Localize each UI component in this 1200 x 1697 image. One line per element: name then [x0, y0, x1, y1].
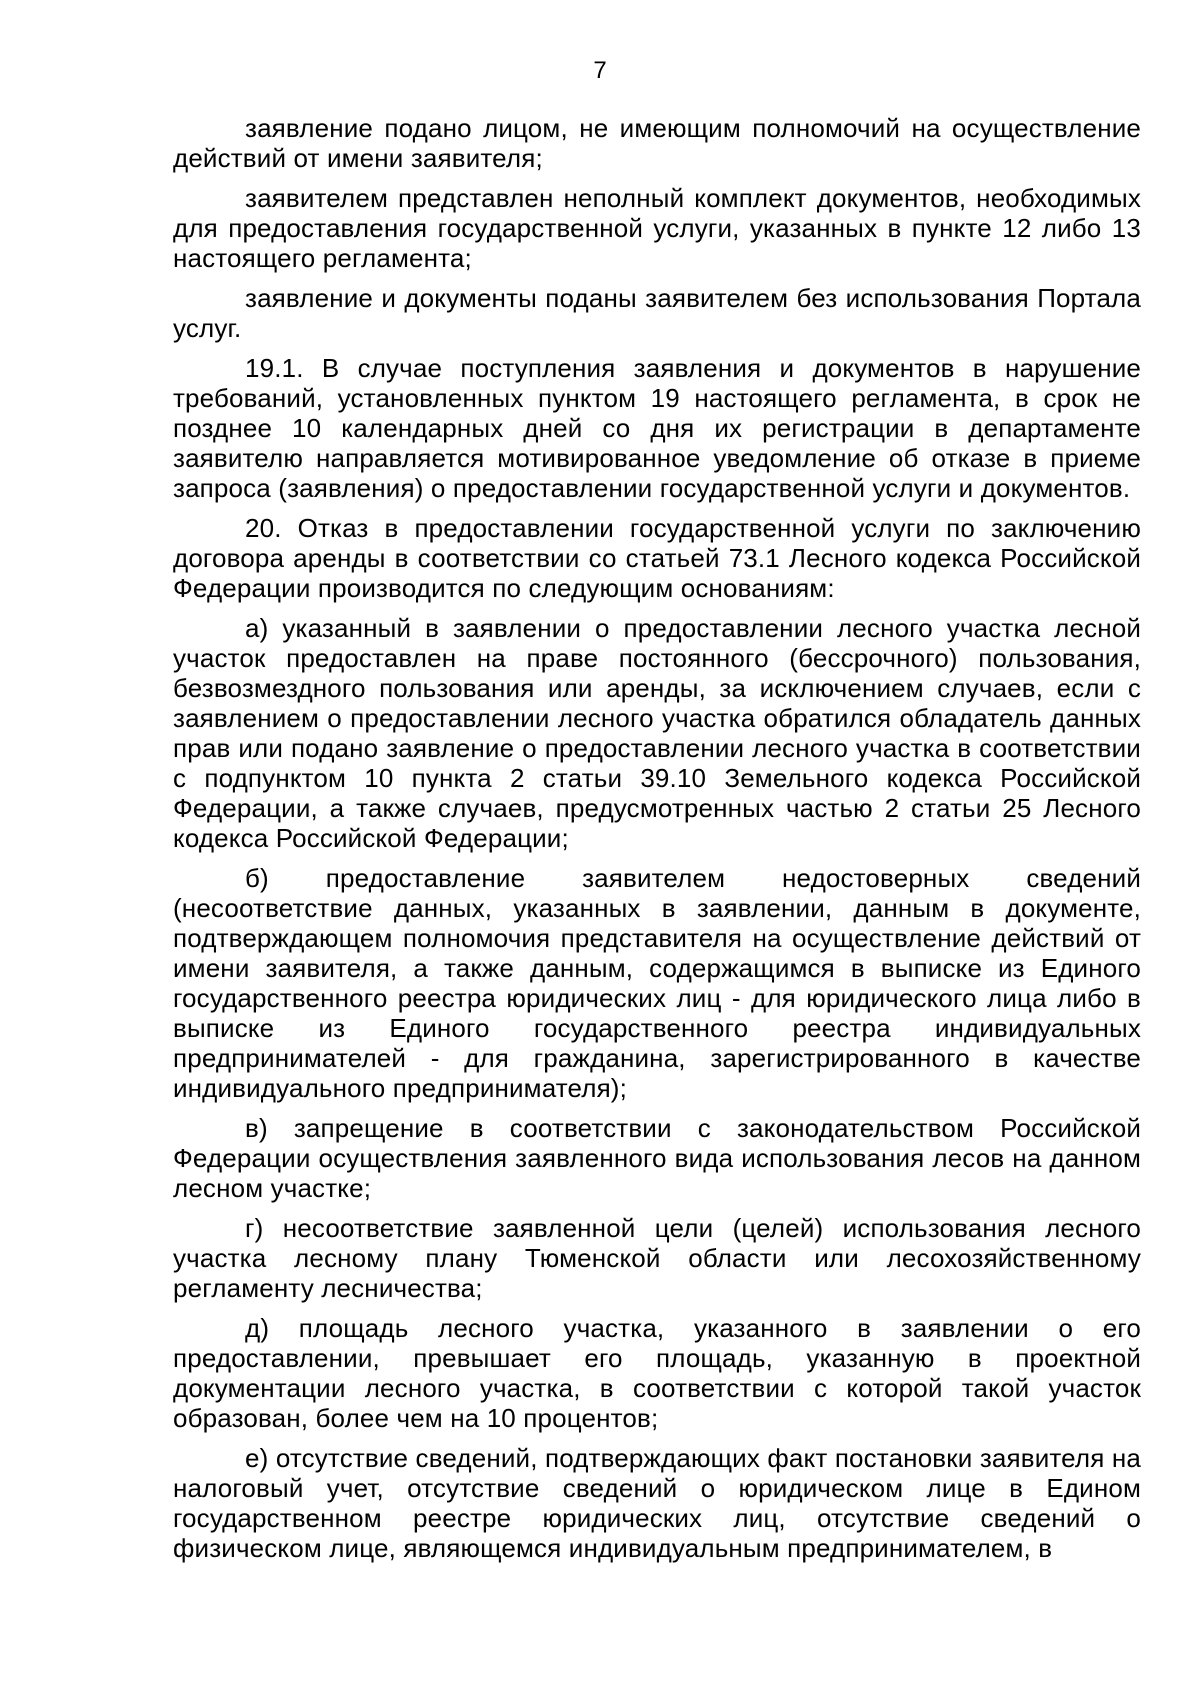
- paragraph-20-v: в) запрещение в соответствии с законодательством Российской Федерации осуществления заявленного вида использования лесов на данном лесном участке;: [173, 1113, 1141, 1203]
- page-number: 7: [593, 57, 607, 84]
- paragraph-incomplete-documents: заявителем представлен неполный комплект документов, необходимых для предоставления государственной услуги, указанных в пункте 12 либо 13 настоящего регламента;: [173, 183, 1141, 273]
- document-body: [173, 113, 1141, 1573]
- paragraph-20-b: б) предоставление заявителем недостоверных сведений (несоответствие данных, указанных в заявлении, данным в документе, подтверждающем полномочия представителя на осуществление действий от имени заявителя, а также данным, содержащимся в выписке из Единого государственного реестра юридических лиц - для юридического лица либо в выписке из Единого государственного реестра индивидуальных предпринимателей - для гражданина, зарегистрированного в качестве индивидуального предпринимателя);: [173, 863, 1141, 1103]
- paragraph-19-1: 19.1. В случае поступления заявления и документов в нарушение требований, установленных пунктом 19 настоящего регламента, в срок не позднее 10 календарных дней со дня их регистрации в департаменте заявителю направляется мотивированное уведомление об отказе в приеме запроса (заявления) о предоставлении государственной услуги и документов.: [173, 353, 1141, 503]
- paragraph-20-a: а) указанный в заявлении о предоставлении лесного участка лесной участок предоставлен на праве постоянного (бессрочного) пользования, безвозмездного пользования или аренды, за исключением случаев, если с заявлением о предоставлении лесного участка обратился обладатель данных прав или подано заявление о предоставлении лесного участка в соответствии с подпунктом 10 пункта 2 статьи 39.10 Земельного кодекса Российской Федерации, а также случаев, предусмотренных частью 2 статьи 25 Лесного кодекса Российской Федерации;: [173, 613, 1141, 853]
- paragraph-20-e: е) отсутствие сведений, подтверждающих факт постановки заявителя на налоговый учет, отсутствие сведений о юридическом лице в Едином государственном реестре юридических лиц, отсутствие сведений о физическом лице, являющемся индивидуальным предпринимателем, в: [173, 1443, 1141, 1563]
- paragraph-20-g: г) несоответствие заявленной цели (целей) использования лесного участка лесному плану Тюменской области или лесохозяйственному регламенту лесничества;: [173, 1213, 1141, 1303]
- paragraph-20: 20. Отказ в предоставлении государственной услуги по заключению договора аренды в соответствии со статьей 73.1 Лесного кодекса Российской Федерации производится по следующим основаниям:: [173, 513, 1141, 603]
- paragraph-incomplete-authority: заявление подано лицом, не имеющим полномочий на осуществление действий от имени заявителя;: [173, 113, 1141, 173]
- paragraph-20-d: д) площадь лесного участка, указанного в заявлении о его предоставлении, превышает его площадь, указанную в проектной документации лесного участка, в соответствии с которой такой участок образован, более чем на 10 процентов;: [173, 1313, 1141, 1433]
- paragraph-no-portal: заявление и документы поданы заявителем без использования Портала услуг.: [173, 283, 1141, 343]
